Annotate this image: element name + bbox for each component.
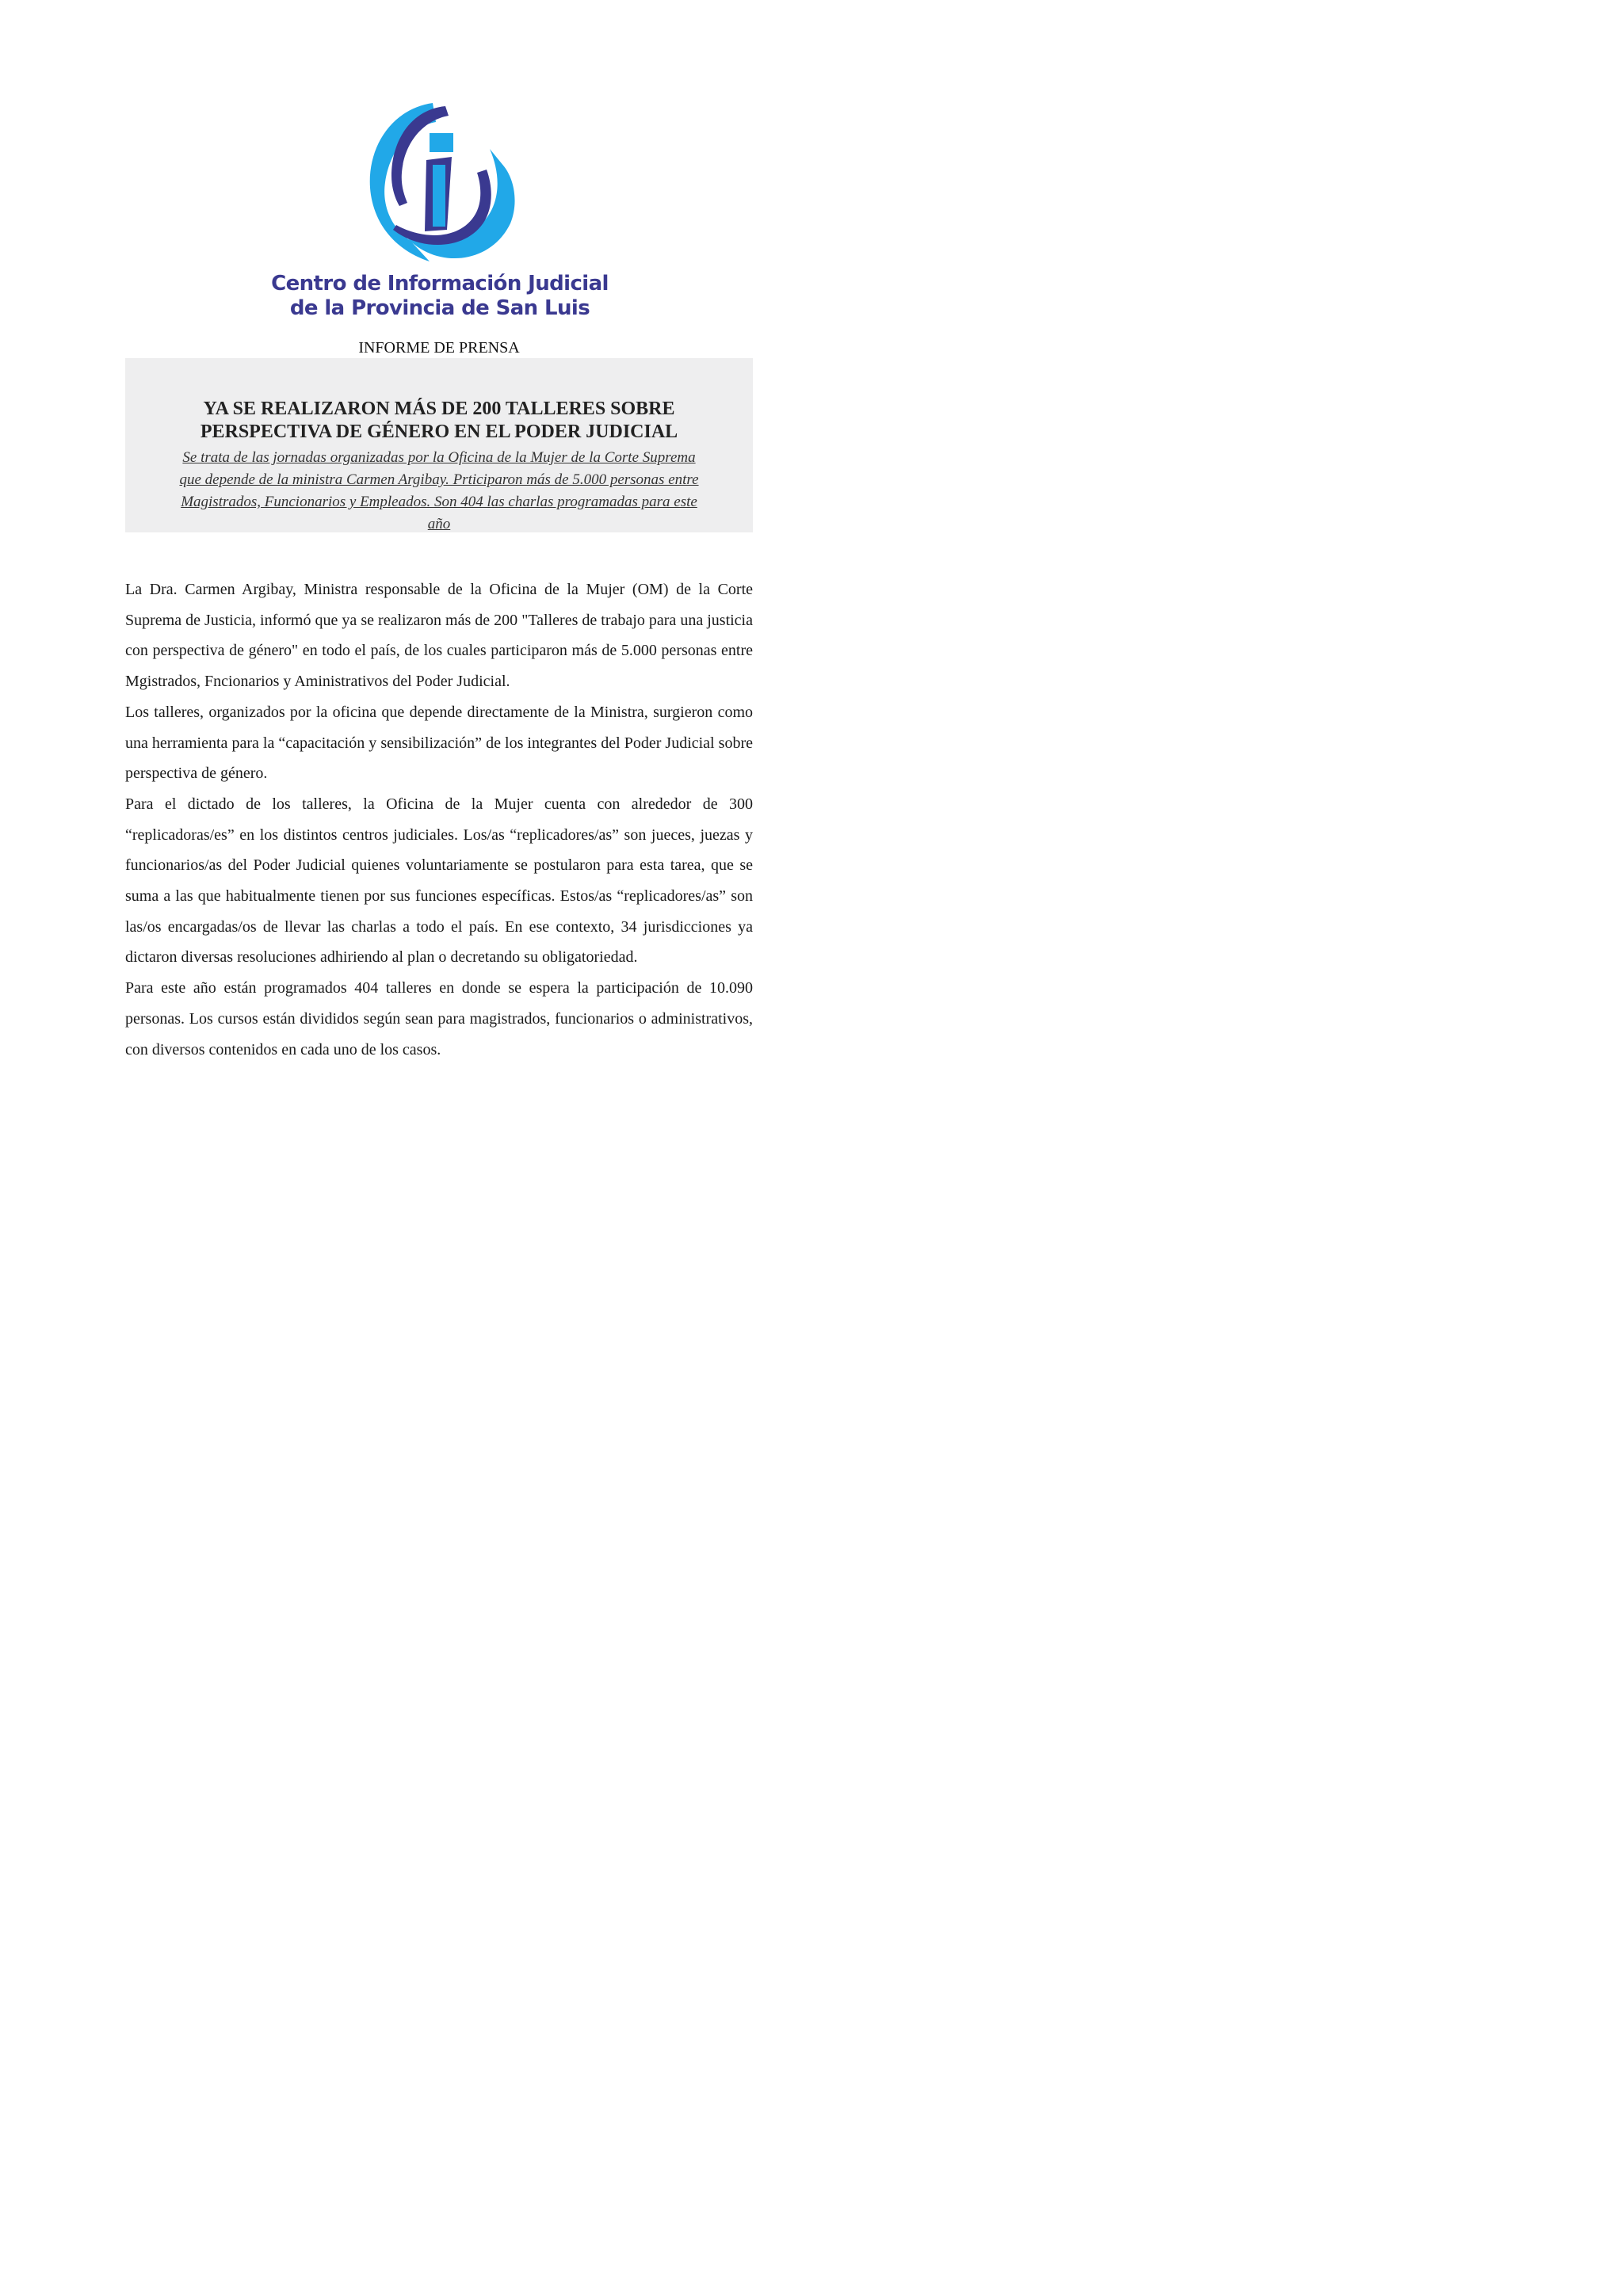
headline-subtitle-line4: año [427,516,451,532]
headline-title-line2: PERSPECTIVA DE GÉNERO EN EL PODER JUDICIAL [200,421,678,442]
article-paragraph: La Dra. Carmen Argibay, Ministra responsable de la Oficina de la Mujer (OM) de la Corte Suprema de Justicia, informó que ya se realizaron más de 200 "Talleres de trabajo para una justicia con perspectiva de género" en todo el país, de los cuales participaron más de 5.000 personas entre Mgistrados, Fncionarios y Aministrativos del Poder Judicial. [125,581,753,691]
headline-subtitle-line2: que depende de la ministra Carmen Argibay. Prticiparon más de 5.000 personas entre [179,471,699,488]
cij-logo-icon [357,93,523,276]
headline-subtitle-line1: Se trata de las jornadas organizadas por la Oficina de la Mujer de la Corte Suprema [182,449,696,466]
headline-subtitle-line3: Magistrados, Funcionarios y Empleados. Son 404 las charlas programadas para este [181,494,697,510]
headline-title-line1: YA SE REALIZARON MÁS DE 200 TALLERES SOBRE [203,399,675,419]
article-body [125,574,753,1065]
article-paragraph: Los talleres, organizados por la oficina que depende directamente de la Ministra, surgieron como una herramienta para la “capacitación y sensibilización” de los integrantes del Poder Judicial sobre perspectiva de género. [125,703,753,783]
headline-subtitle [125,447,753,536]
organization-name-line2: de la Provincia de San Luis [289,296,590,320]
organization-name-line1: Centro de Información Judicial [271,272,609,296]
article-paragraph: Para este año están programados 404 talleres en donde se espera la participación de 10.090 personas. Los cursos están divididos según sean para magistrados, funcionarios o administrativos, con diversos contenidos en cada uno de los casos. [125,979,753,1058]
article-paragraph: Para el dictado de los talleres, la Oficina de la Mujer cuenta con alrededor de 300 “replicadoras/es” en los distintos centros judiciales. Los/as “replicadores/as” son jueces, juezas y funcionarios/as del Poder Judicial quienes voluntariamente se postularon para esta tarea, que se suma a las que habitualmente tienen por sus funciones específicas. Estos/as “replicadores/as” son las/os encargadas/os de llevar las charlas a todo el país. En ese contexto, 34 jurisdicciones ya dictaron diversas resoluciones adhiriendo al plan o decretando su obligatoriedad. [125,795,753,967]
headline-box [125,358,753,532]
report-type-label: INFORME DE PRENSA [358,339,520,357]
headline-title [125,398,753,444]
